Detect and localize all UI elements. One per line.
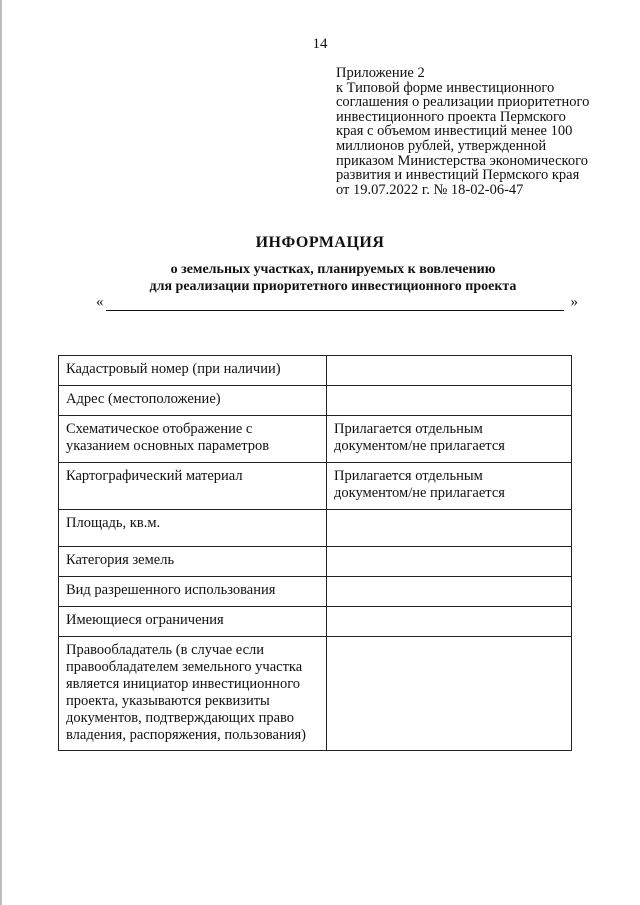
table-row xyxy=(59,463,572,510)
table-row xyxy=(59,577,572,607)
appendix-line: соглашения о реализации приоритетного xyxy=(336,94,590,111)
table-row xyxy=(59,386,572,416)
quote-close: » xyxy=(570,294,578,310)
row-value xyxy=(327,356,572,386)
row-value xyxy=(327,510,572,547)
appendix-line: миллионов рублей, утвержденной xyxy=(336,137,547,154)
project-name-blank-line xyxy=(106,310,564,311)
appendix-line: к Типовой форме инвестиционного xyxy=(336,79,555,96)
appendix-line: инвестиционного проекта Пермского xyxy=(336,108,566,125)
row-value xyxy=(327,637,572,751)
row-value: Прилагается отдельным документом/не прилагается xyxy=(327,463,572,510)
row-value xyxy=(327,547,572,577)
row-label: Схематическое отображение с указанием основных параметров xyxy=(59,416,327,463)
document-subtitle-line-1: о земельных участках, планируемых к вовлечению xyxy=(170,262,496,277)
document-subtitle-line-2: для реализации приоритетного инвестиционного проекта xyxy=(149,279,517,294)
table-row xyxy=(59,607,572,637)
appendix-note xyxy=(336,66,626,197)
row-label: Вид разрешенного использования xyxy=(59,577,327,607)
quote-open: « xyxy=(96,294,104,310)
table-row xyxy=(59,356,572,386)
appendix-line: приказом Министерства экономического xyxy=(336,152,588,169)
table-row xyxy=(59,416,572,463)
row-label: Картографический материал xyxy=(59,463,327,510)
row-label: Категория земель xyxy=(59,547,327,577)
appendix-line: развития и инвестиций Пермского края xyxy=(336,167,580,184)
row-label: Имеющиеся ограничения xyxy=(59,607,327,637)
row-value: Прилагается отдельным документом/не прилагается xyxy=(327,416,572,463)
appendix-line: Приложение 2 xyxy=(336,65,425,81)
appendix-line: края с объемом инвестиций менее 100 xyxy=(336,123,573,140)
table-row xyxy=(59,637,572,751)
table-row xyxy=(59,510,572,547)
scan-edge xyxy=(0,0,2,905)
row-value xyxy=(327,607,572,637)
row-value xyxy=(327,386,572,416)
row-label: Адрес (местоположение) xyxy=(59,386,327,416)
appendix-line: от 19.07.2022 г. № 18-02-06-47 xyxy=(336,181,524,198)
row-value xyxy=(327,577,572,607)
row-label: Правообладатель (в случае если правообладателем земельного участка является инициатор инвестиционного проекта, указываются реквизиты документов, подтверждающих право владения, распоряжения, пользования) xyxy=(59,637,327,751)
project-name-field xyxy=(96,294,578,314)
page-number: 14 xyxy=(312,36,328,52)
document-title: ИНФОРМАЦИЯ xyxy=(255,234,385,251)
row-label: Площадь, кв.м. xyxy=(59,510,327,547)
table-row xyxy=(59,547,572,577)
land-plot-info-table xyxy=(58,355,572,751)
row-label: Кадастровый номер (при наличии) xyxy=(59,356,327,386)
